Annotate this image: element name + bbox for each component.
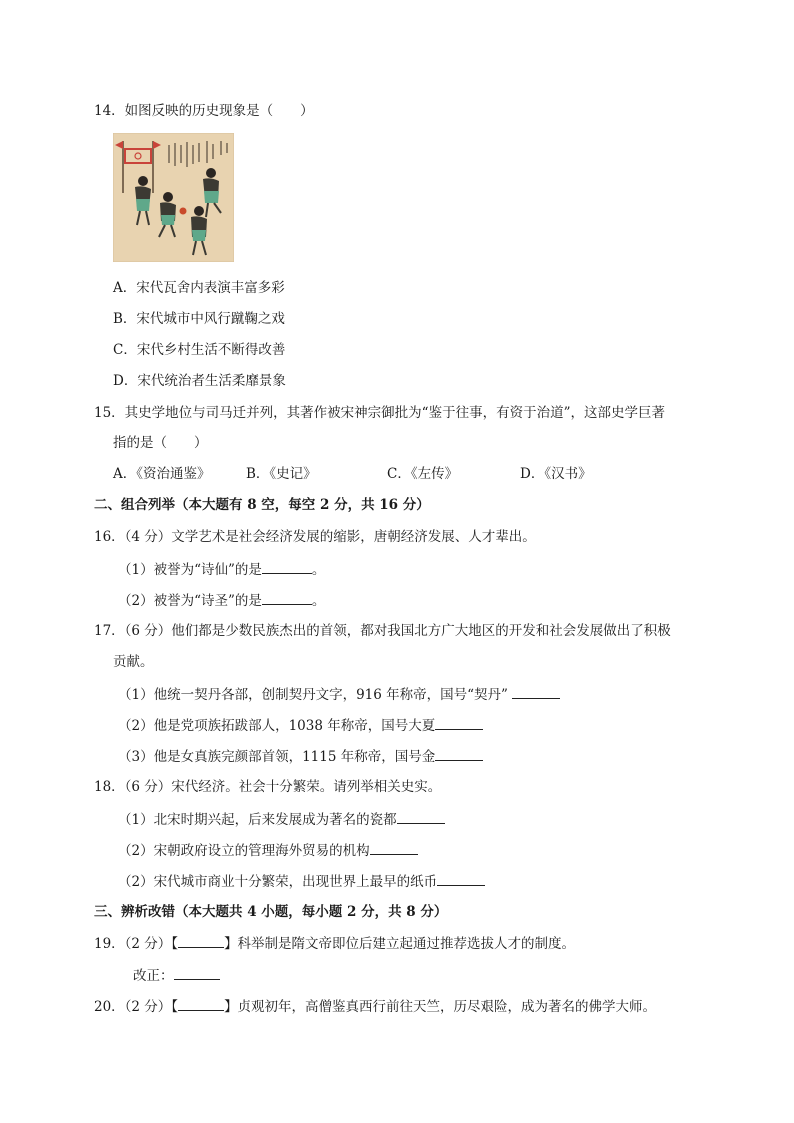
q17-sub2: （2）他是党项族拓跋部人，1038 年称帝，国号大夏 [118, 716, 483, 735]
judgement-blank[interactable] [178, 997, 224, 1011]
q14-stem: 14．如图反映的历史现象是（ ） [94, 103, 314, 119]
answer-blank[interactable] [435, 747, 483, 761]
answer-blank[interactable] [397, 810, 445, 824]
q18-sub1: （1）北宋时期兴起，后来发展成为著名的瓷都 [118, 810, 445, 829]
q19-correction: 改正： [133, 966, 220, 985]
section-2-title: 二、组合列举（本大题有 8 空，每空 2 分，共 16 分） [94, 497, 430, 513]
q17-sub1: （1）他统一契丹各部，创制契丹文字，916 年称帝，国号“契丹” [118, 685, 560, 704]
section-3-title: 三、辨析改错（本大题共 4 小题，每小题 2 分，共 8 分） [94, 904, 448, 920]
cuju-painting [113, 133, 234, 262]
q14-option-b: B．宋代城市中风行蹴鞠之戏 [113, 311, 285, 327]
q17-sub3: （3）他是女真族完颜部首领，1115 年称帝，国号金 [118, 747, 483, 766]
q16-stem: 16．（4 分）文学艺术是社会经济发展的缩影，唐朝经济发展、人才辈出。 [94, 529, 536, 545]
answer-blank[interactable] [435, 716, 483, 730]
q14-option-d: D．宋代统治者生活柔靡景象 [113, 373, 286, 389]
q15-stem-line2: 指的是（ ） [113, 435, 208, 451]
q14-option-a: A．宋代瓦舍内表演丰富多彩 [113, 280, 285, 296]
q17-stem-line2: 贡献。 [113, 654, 154, 670]
q15-option-a: A．《资治通鉴》 [113, 466, 211, 482]
q20-stem: 20．（2 分）【 】贞观初年，高僧鉴真西行前往天竺，历尽艰险，成为著名的佛学大师。 [94, 999, 657, 1015]
q15-option-c: C．《左传》 [387, 466, 459, 482]
answer-blank[interactable] [262, 591, 312, 605]
q17-stem-line1: 17．（6 分）他们都是少数民族杰出的首领，都对我国北方广大地区的开发和社会发展做出了积极 [94, 623, 671, 639]
q16-sub1: （1）被誉为“诗仙”的是 。 [118, 562, 326, 578]
q15-option-d: D．《汉书》 [520, 466, 592, 482]
q18-sub2: （2）宋朝政府设立的管理海外贸易的机构 [118, 841, 418, 860]
answer-blank[interactable] [437, 872, 485, 886]
answer-blank[interactable] [370, 841, 418, 855]
answer-blank[interactable] [262, 560, 312, 574]
q18-stem: 18．（6 分）宋代经济。社会十分繁荣。请列举相关史实。 [94, 779, 442, 795]
q15-stem-line1: 15．其史学地位与司马迁并列，其著作被宋神宗御批为“鉴于往事，有资于治道”，这部史学巨著 [94, 405, 665, 421]
q14-option-c: C．宋代乡村生活不断得改善 [113, 342, 286, 358]
answer-blank[interactable] [512, 685, 560, 699]
q15-option-b: B．《史记》 [246, 466, 317, 482]
q16-sub2: （2）被誉为“诗圣”的是 。 [118, 593, 326, 609]
judgement-blank[interactable] [178, 934, 224, 948]
correction-blank[interactable] [174, 966, 220, 980]
q19-stem: 19．（2 分）【 】科举制是隋文帝即位后建立起通过推荐选拔人才的制度。 [94, 936, 576, 952]
q18-sub3: （2）宋代城市商业十分繁荣，出现世界上最早的纸币 [118, 872, 485, 891]
cuju-ball [180, 208, 187, 215]
